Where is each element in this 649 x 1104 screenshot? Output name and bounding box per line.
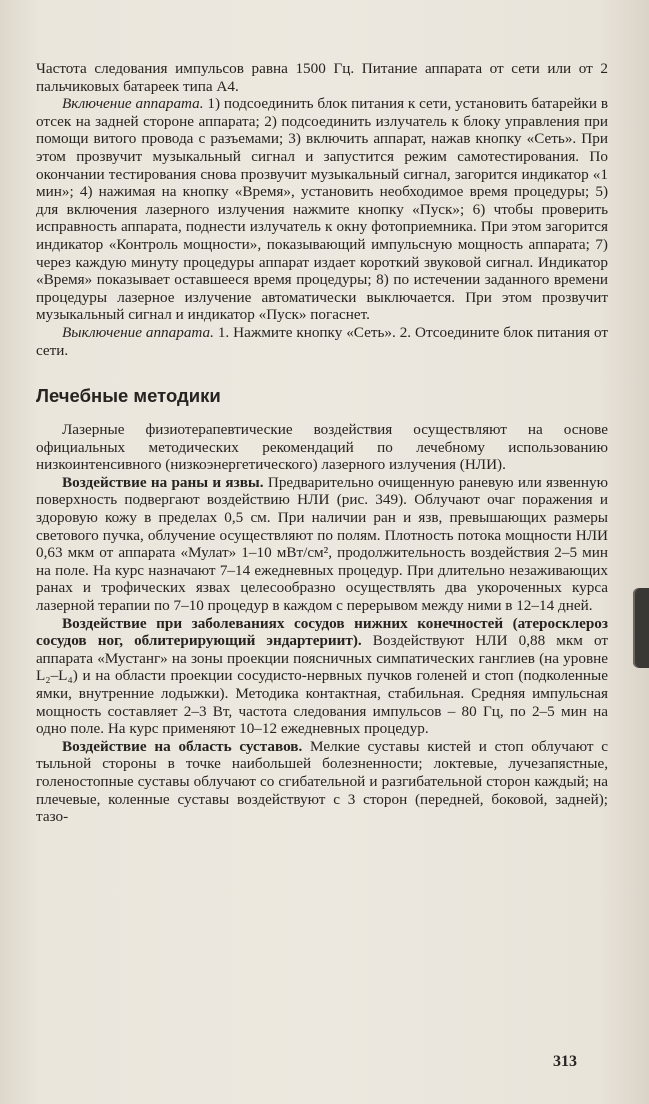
power-on-text: 1) подсоединить блок питания к сети, установить батарейки в отсек на задней стороне аппарата; 2) подсоединить излучатель к блоку управления при помощи витого провода с разъемами; 3) включить аппарат, нажав кнопку «Сеть». При этом прозвучит музыкальный сигнал и запустится режим самотестирования. По окончании тестирования снова прозвучит музыкальный сигнал, загорится индикатор «1 мин»; 4) нажимая на кнопку «Время», установить необходимое время процедуры; 5) для включения лазерного излучения нажмите кнопку «Пуск»; 6) чтобы проверить исправность аппарата, поднести излучатель к окну фотоприемника. При этом загорится индикатор «Контроль мощности», показывающий импульсную мощность аппарата; 7) через каждую минуту процедуры аппарат издает короткий звуковой сигнал. Индикатор «Время» показывает оставшееся время процедуры; 8) по истечении заданного времени процедуры лазерное излучение автоматически выключается. При этом прозвучит музыкальный сигнал и индикатор «Пуск» погаснет. (36, 95, 608, 324)
wounds-text: Предварительно очищенную раневую или язвенную поверхность подвергают воздействию НЛИ (рис. 349). Облучают очаг поражения и здоровую кожу в пределах 0,5 см. При наличии ран и язв, превышающих размеры светового пучка, облучение осуществляют по полям. Плотность потока мощности НЛИ 0,63 мкм от аппарата «Мулат» 1–10 мВт/см², продолжительность воздействия 2–5 мин на поле. На курс назначают 7–14 ежедневных процедур. При длительно незаживающих ранах и трофических язвах целесообразно осуществлять два укороченных курса лазерной терапии по 7–10 процедур в каждом с перерывом между ними в 12–14 дней. (36, 473, 608, 615)
section-heading: Лечебные методики (36, 385, 221, 407)
vessels-paragraph (36, 615, 608, 738)
wounds-paragraph (36, 474, 608, 615)
wounds-lead: Воздействие на раны и язвы. (62, 473, 264, 491)
page-content (36, 60, 608, 826)
methods-intro-paragraph (36, 421, 608, 474)
page-edge-tab-marker (633, 588, 649, 668)
joints-lead: Воздействие на область суставов. (62, 737, 303, 755)
power-on-paragraph (36, 95, 608, 324)
joints-text: Мелкие суставы кистей и стоп облучают с тыльной стороны в точке наибольшей болезненности; локтевые, лучезапястные, голеностопные суставы облучают со сгибательной и разгибательной сторон каждый; на плечевые, коленные суставы воздействуют с 3 сторон (передней, боковой, задней); тазо- (36, 737, 608, 826)
page-number: 313 (553, 1053, 577, 1070)
vessels-text: Воздействуют НЛИ 0,88 мкм от аппарата «Мустанг» на зоны проекции поясничных симпатических ганглиев (на уровне L₂–L₄) и на области проекции сосудисто-нервных пучков голеней и стоп (подколенные ямки, внутренние лодыжки). Методика контактная, стабильная. Средняя импульсная мощность составляет 2–3 Вт, частота следования импульсов – 80 Гц, по 2–5 мин на одно поле. На курс применяют 10–12 ежедневных процедур. (36, 632, 608, 738)
joints-paragraph (36, 738, 608, 826)
power-on-lead: Включение аппарата. (62, 95, 204, 113)
intro-text: Частота следования импульсов равна 1500 Гц. Питание аппарата от сети или от 2 пальчиковых батареек типа А4. (36, 60, 608, 95)
power-off-paragraph (36, 324, 608, 359)
intro-paragraph (36, 60, 608, 95)
power-off-lead: Выключение аппарата. (62, 323, 214, 341)
vessels-lead: Воздействие при заболеваниях сосудов нижних конечностей (атеросклероз сосудов ног, облитерирующий эндартериит). (36, 614, 608, 650)
methods-intro-text: Лазерные физиотерапевтические воздействия осуществляют на основе официальных методических рекомендаций по лечебному использованию низкоинтенсивного (низкоэнергетического) лазерного излучения (НЛИ). (36, 421, 608, 474)
power-off-text: 1. Нажмите кнопку «Сеть». 2. Отсоедините блок питания от сети. (36, 323, 608, 359)
